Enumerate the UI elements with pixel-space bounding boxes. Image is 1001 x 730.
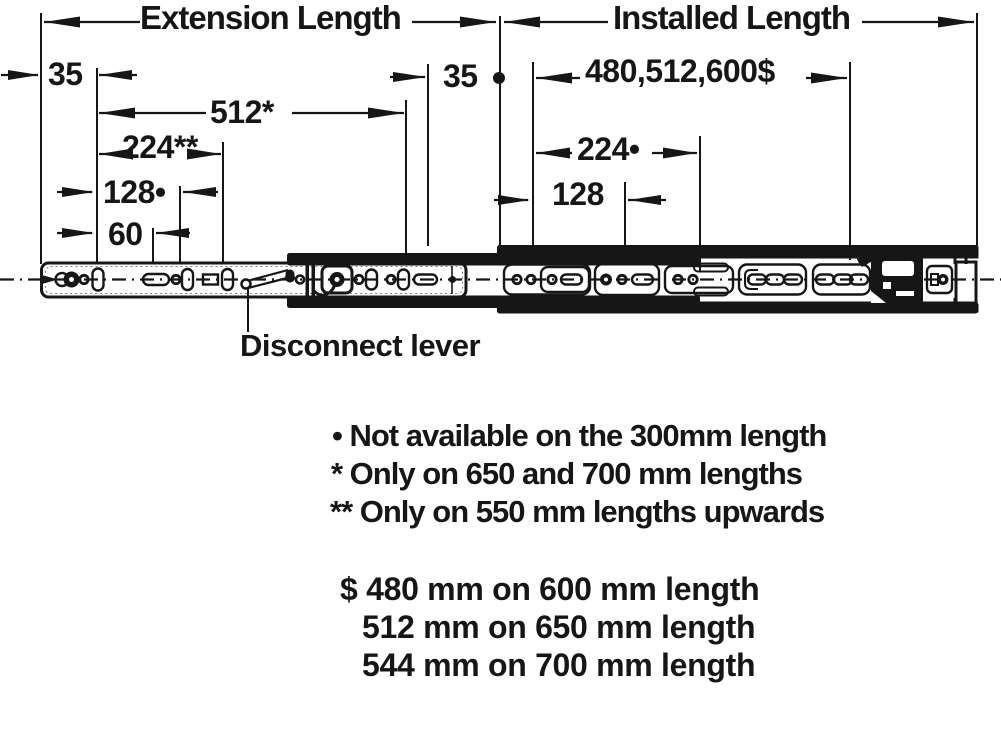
disconnect-lever xyxy=(242,270,295,333)
arrow-left-icon xyxy=(44,17,80,28)
dim-label-128-inst: 128 xyxy=(552,176,604,212)
keyhole-slot xyxy=(927,266,952,293)
dim-label-35-left: 35 xyxy=(48,56,83,92)
extension-length-label: Extension Length xyxy=(140,0,401,36)
footnote-asterisk: * Only on 650 and 700 mm lengths xyxy=(331,456,803,491)
length-note-600: $ 480 mm on 600 mm length xyxy=(340,571,760,607)
length-note-700: 544 mm on 700 mm length xyxy=(362,647,756,683)
installed-length-label: Installed Length xyxy=(613,0,851,36)
length-note-650: 512 mm on 650 mm length xyxy=(362,609,756,645)
dim-label-512: 512* xyxy=(210,94,274,130)
dim-label-60: 60 xyxy=(108,216,143,252)
arrow-right-icon xyxy=(460,17,496,28)
footnote-bullet: • Not available on the 300mm length xyxy=(332,418,827,453)
disconnect-lever-label: Disconnect lever xyxy=(240,328,481,363)
arrow-left-icon xyxy=(504,17,540,28)
arrow-right-icon xyxy=(938,17,974,28)
dim-label-35-right: 35 xyxy=(443,58,478,94)
outer-rail-holes xyxy=(504,264,870,296)
dim-label-224-ext: 224** xyxy=(122,129,198,165)
dim-label-224-inst: 224• xyxy=(577,131,640,167)
dim-label-480-512-600: 480,512,600$ xyxy=(585,53,775,89)
footnote-bullet-on-centerline xyxy=(493,72,505,84)
dim-label-128-ext: 128• xyxy=(103,174,166,210)
footnote-double-asterisk: ** Only on 550 mm lengths upwards xyxy=(330,494,825,529)
